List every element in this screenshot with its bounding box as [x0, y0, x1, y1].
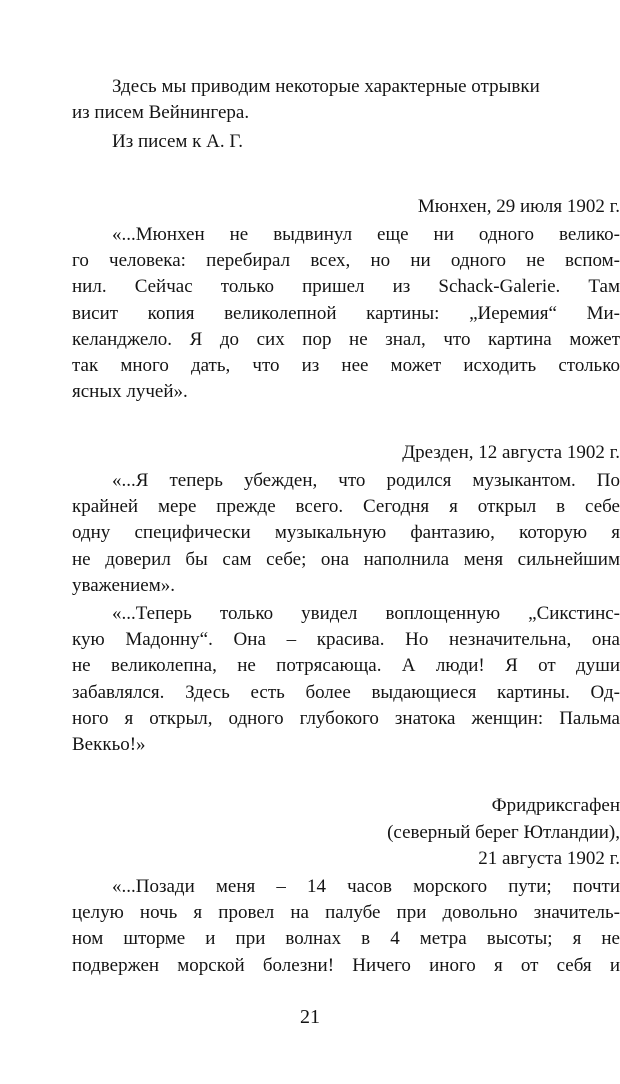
- letter-line: ного я открыл, одного глубокого знатока женщин: Пальма: [72, 708, 620, 729]
- letter-line: нил. Сейчас только пришел из Schack-Galerie. Там: [72, 276, 620, 297]
- letter-line: так много дать, что из нее может исходить столько: [72, 355, 620, 376]
- letter-line: крайней мере прежде всего. Сегодня я открыл в себе: [72, 496, 620, 517]
- intro-line: Здесь мы приводим некоторые характерные отрывки: [112, 76, 540, 97]
- letter-place-note: (северный берег Ютландии),: [387, 822, 620, 843]
- letter-line: Веккьо!»: [72, 734, 146, 755]
- letter-line: «...Я теперь убежден, что родился музыкантом. По: [112, 470, 620, 491]
- letter-line: келанджело. Я до сих пор не знал, что картина может: [72, 329, 620, 350]
- letter-line: не доверил бы сам себе; она наполнила меня сильнейшим: [72, 549, 620, 570]
- letter-line: ясных лучей».: [72, 381, 188, 402]
- letter-line: «...Мюнхен не выдвинул еще ни одного велико-: [112, 224, 620, 245]
- letter-line: целую ночь я провел на палубе при довольно значитель-: [72, 902, 620, 923]
- letter-line: одну специфически музыкальную фантазию, которую я: [72, 522, 620, 543]
- intro-line: из писем Вейнингера.: [72, 102, 250, 123]
- letter-line: висит копия великолепной картины: „Иеремия“ Ми-: [72, 303, 620, 324]
- letter-date: 21 августа 1902 г.: [478, 848, 620, 869]
- letter-place: Фридриксгафен: [491, 795, 620, 816]
- letter-line: «...Теперь только увидел воплощенную „Сикстинс-: [112, 603, 620, 624]
- page-number: 21: [300, 1006, 320, 1028]
- section-title: Из писем к А. Г.: [112, 131, 243, 152]
- letter-line: «...Позади меня – 14 часов морского пути; почти: [112, 876, 620, 897]
- letter-line: уважением».: [72, 575, 176, 596]
- letter-line: забавлялся. Здесь есть более выдающиеся картины. Од-: [72, 682, 620, 703]
- letter-line: ном шторме и при волнах в 4 метра высоты; я не: [72, 928, 620, 949]
- letter-line: го человека: перебирал всех, но ни одного не вспом-: [72, 250, 620, 271]
- letter-place-date: Дрезден, 12 августа 1902 г.: [402, 442, 620, 463]
- letter-line: кую Мадонну“. Она – красива. Но незначительна, она: [72, 629, 620, 650]
- letter-line: не великолепна, не потрясающа. А люди! Я от души: [72, 655, 620, 676]
- letter-line: подвержен морской болезни! Ничего иного я от себя и: [72, 955, 620, 976]
- letter-place-date: Мюнхен, 29 июля 1902 г.: [417, 196, 620, 217]
